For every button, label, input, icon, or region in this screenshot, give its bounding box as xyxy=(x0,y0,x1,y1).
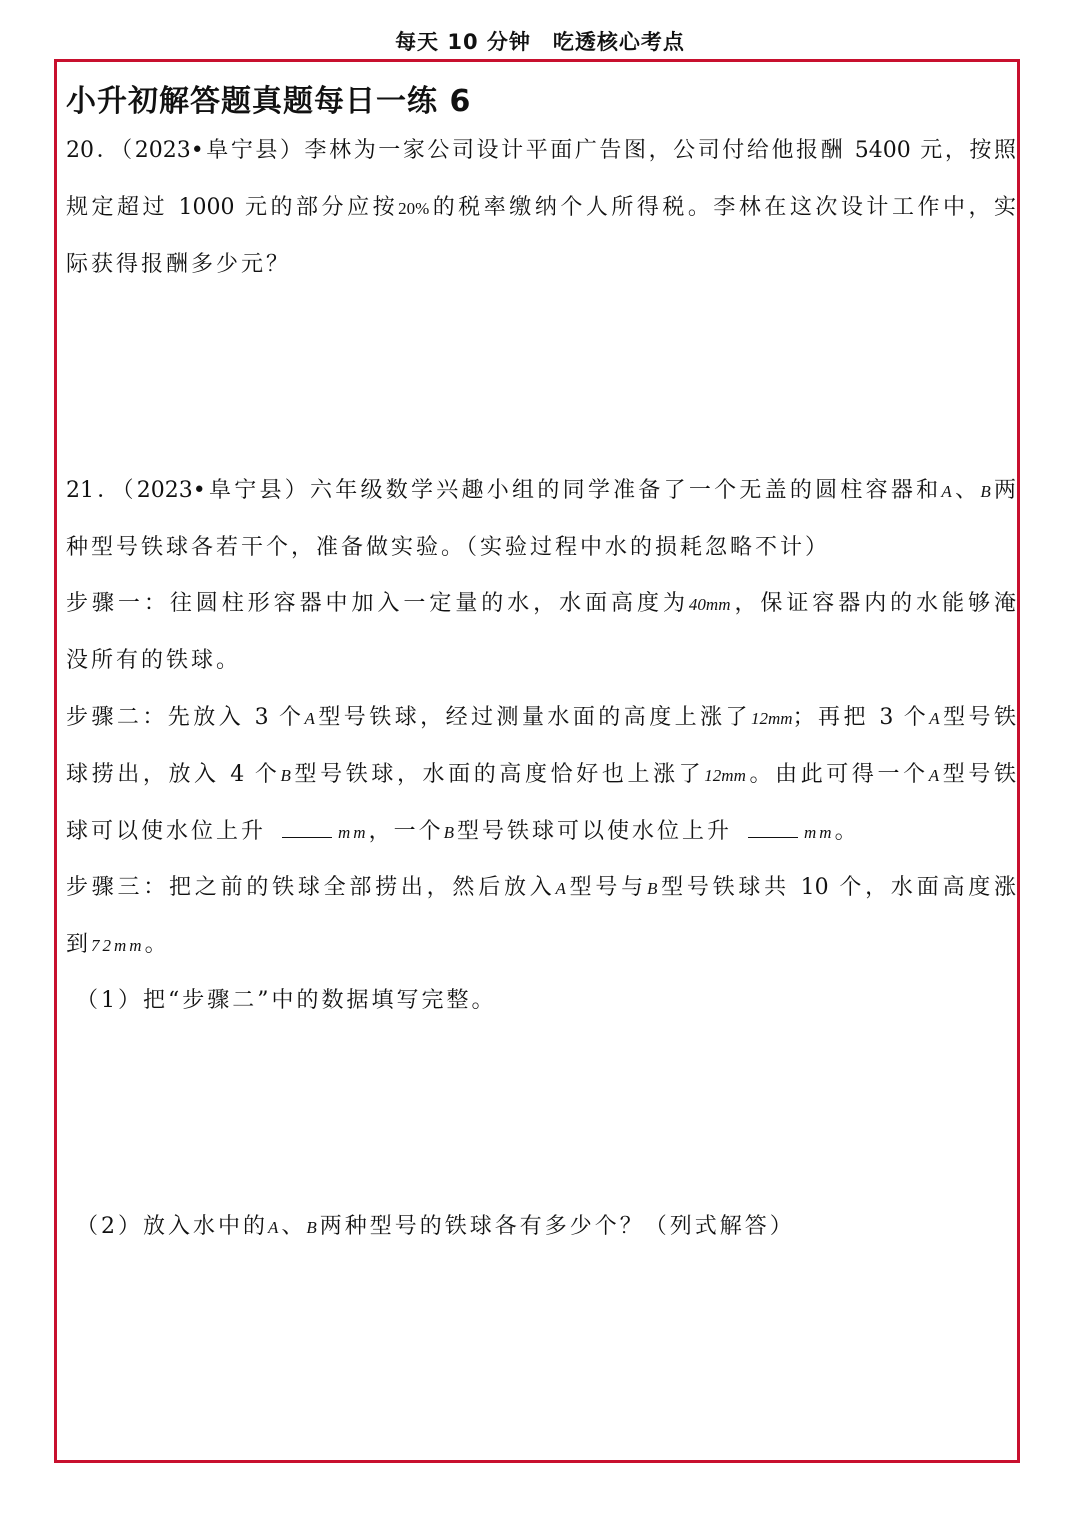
q20-text: 规定超过 1000 元的部分应按 xyxy=(66,195,399,220)
q21-text: 型号铁球，水面的高度恰好也上涨了 xyxy=(290,762,705,787)
q21-text: 21．（2023•阜宁县）六年级数学兴趣小组的同学准备了一个无盖的圆柱容器和 xyxy=(66,478,942,503)
var-a: A xyxy=(928,766,940,785)
var-b: B xyxy=(280,766,291,785)
q21-step2-line-3 xyxy=(66,817,1016,848)
var-b: B xyxy=(306,1218,320,1237)
q21-subquestion-1: （1）把“步骤二”中的数据填写完整。 xyxy=(76,988,497,1013)
q20-line-3: 际获得报酬多少元？ xyxy=(66,252,292,277)
q20-line-2 xyxy=(66,193,1016,224)
q21-step1-line-2: 没所有的铁球。 xyxy=(66,648,242,673)
var-b: B xyxy=(443,823,457,842)
q21-text: 两种型号的铁球各有多少个？（列式解答） xyxy=(319,1214,795,1239)
unit: mm xyxy=(804,823,835,842)
rise-value: 12mm xyxy=(704,766,746,785)
q21-subquestion-2 xyxy=(76,1212,1026,1243)
q21-text: 型号铁 xyxy=(939,705,1016,730)
q21-step1-line-1 xyxy=(66,589,1016,620)
tax-rate: 20% xyxy=(398,199,430,218)
rise-value: 12mm xyxy=(751,709,793,728)
q21-text: 。 xyxy=(834,819,860,844)
var-b: B xyxy=(646,879,658,898)
q21-text: 型号与 xyxy=(565,875,647,900)
q21-text: 球可以使水位上升 xyxy=(66,819,267,844)
page-title: 小升初解答题真题每日一练 6 xyxy=(66,84,472,119)
q21-text: 型号铁球，经过测量水面的高度上涨了 xyxy=(314,705,751,730)
q21-text: 。由此可得一个 xyxy=(745,762,929,787)
q21-line-2: 种型号铁球各若干个，准备做实验。（实验过程中水的损耗忽略不计） xyxy=(66,535,831,560)
q21-text: ；再把 3 个 xyxy=(792,705,930,730)
var-a: A xyxy=(304,709,315,728)
q21-text: ，保证容器内的水能够淹 xyxy=(730,591,1016,616)
q20-text: 的税率缴纳个人所得税。李林在这次设计工作中，实 xyxy=(429,195,1016,220)
var-b: B xyxy=(980,482,991,501)
final-height: 72mm xyxy=(91,936,145,955)
q21-line-1 xyxy=(66,476,1016,507)
q21-text: 步骤一：往圆柱形容器中加入一定量的水，水面高度为 xyxy=(66,591,689,616)
q21-text: 型号铁球共 10 个，水面高度涨 xyxy=(657,875,1016,900)
q21-text: 、 xyxy=(281,1214,307,1239)
initial-height: 40mm xyxy=(688,595,731,614)
q20-line-1: 20．（2023•阜宁县）李林为一家公司设计平面广告图，公司付给他报酬 5400 元，按照 xyxy=(66,138,1016,163)
q21-step2-line-2 xyxy=(66,760,1016,791)
q21-text: 到 xyxy=(66,932,92,957)
q21-text: 步骤二：先放入 3 个 xyxy=(66,705,305,730)
q21-text: 型号铁 xyxy=(939,762,1016,787)
answer-blank-b[interactable] xyxy=(748,819,798,838)
q21-text: 球捞出，放入 4 个 xyxy=(66,762,281,787)
q21-text: 。 xyxy=(144,932,170,957)
q21-text: ，一个 xyxy=(368,819,444,844)
q21-text: （2）放入水中的 xyxy=(76,1214,268,1239)
q21-text: 、 xyxy=(951,478,981,503)
page-header: 每天 10 分钟 吃透核心考点 xyxy=(395,30,685,54)
q21-text: 型号铁球可以使水位上升 xyxy=(456,819,732,844)
unit: mm xyxy=(338,823,369,842)
q21-step3-line-2 xyxy=(66,930,1016,961)
q21-text: 步骤三：把之前的铁球全部捞出，然后放入 xyxy=(66,875,556,900)
q21-text: 两 xyxy=(990,478,1016,503)
var-a: A xyxy=(929,709,940,728)
var-a: A xyxy=(555,879,566,898)
var-a: A xyxy=(268,1218,282,1237)
var-a: A xyxy=(941,482,952,501)
q21-step2-line-1 xyxy=(66,703,1016,734)
q21-step3-line-1 xyxy=(66,873,1016,904)
answer-blank-a[interactable] xyxy=(282,819,332,838)
